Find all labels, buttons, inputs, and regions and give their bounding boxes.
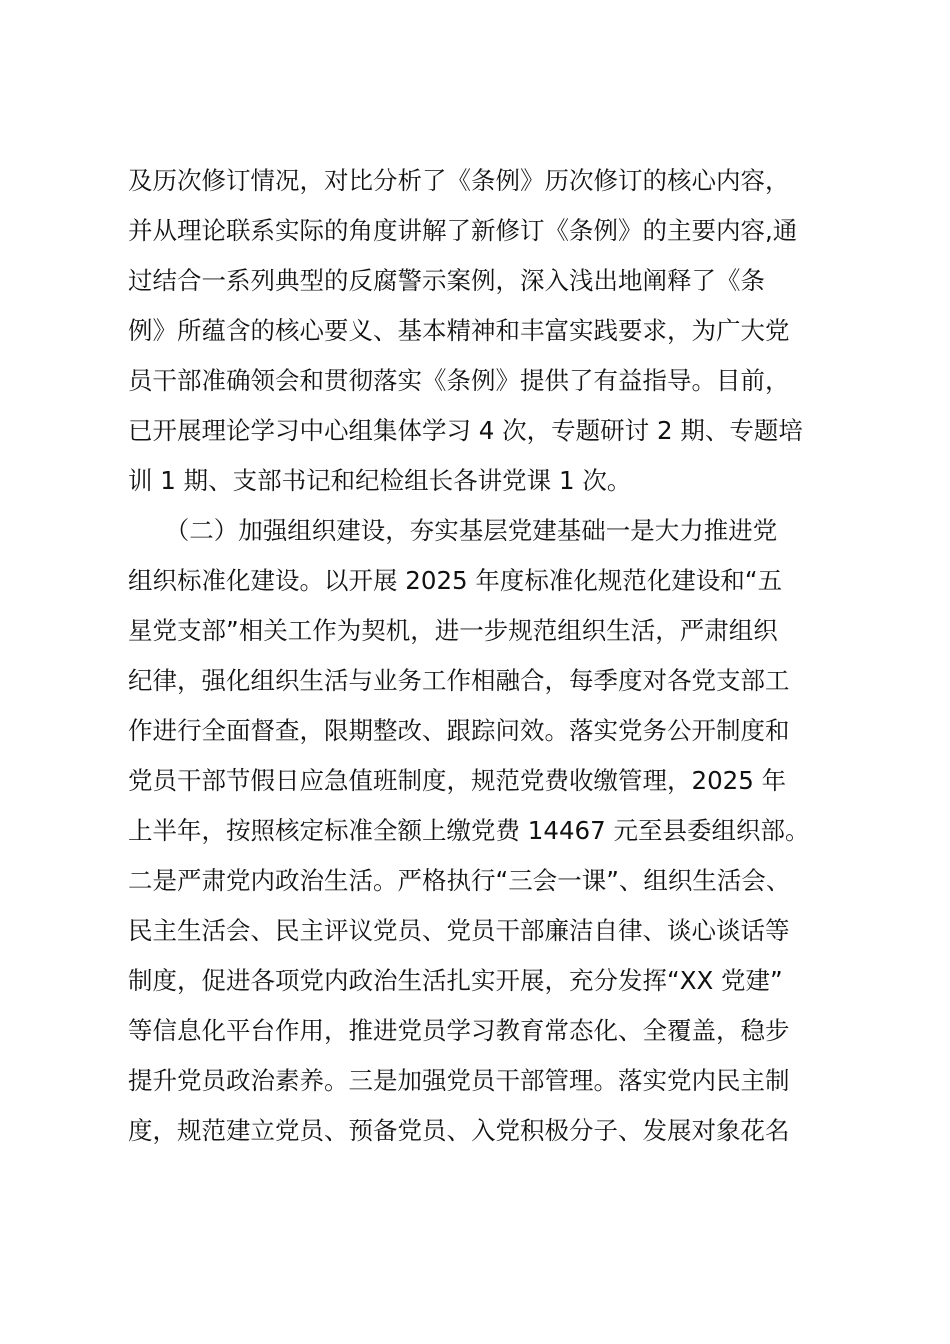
text-line: 过结合一系列典型的反腐警示案例，深入浅出地阐释了《条 [128,266,765,295]
text-line: 星党支部”相关工作为契机，进一步规范组织生活，严肃组织 [128,616,778,645]
text-line: 并从理论联系实际的角度讲解了新修订《条例》的主要内容,通 [128,216,798,245]
text-line: 员干部准确领会和贯彻落实《条例》提供了有益指导。目前， [128,366,790,395]
section-heading-line: （二）加强组织建设，夯实基层党建基础一是大力推进党 [128,516,778,545]
text-line: 上半年，按照核定标准全额上缴党费 14467 元至县委组织部。 [128,816,810,845]
text-line: 等信息化平台作用，推进党员学习教育常态化、全覆盖，稳步 [128,1016,790,1045]
text-line: 提升党员政治素养。三是加强党员干部管理。落实党内民主制 [128,1066,790,1095]
text-line: 制度，促进各项党内政治生活扎实开展，充分发挥“XX 党建” [128,966,783,995]
body-text [128,156,848,1156]
text-line: 党员干部节假日应急值班制度，规范党费收缴管理，2025 年 [128,766,787,795]
text-line: 训 1 期、支部书记和纪检组长各讲党课 1 次。 [128,466,632,495]
text-line: 组织标准化建设。以开展 2025 年度标准化规范化建设和“五 [128,566,783,595]
text-line: 例》所蕴含的核心要义、基本精神和丰富实践要求，为广大党 [128,316,790,345]
text-line: 作进行全面督查，限期整改、跟踪问效。落实党务公开制度和 [128,716,790,745]
text-line: 二是严肃党内政治生活。严格执行“三会一课”、组织生活会、 [128,866,791,895]
text-line: 度，规范建立党员、预备党员、入党积极分子、发展对象花名 [128,1116,790,1145]
text-line: 纪律，强化组织生活与业务工作相融合，每季度对各党支部工 [128,666,790,695]
text-line: 及历次修订情况，对比分析了《条例》历次修订的核心内容， [128,166,790,195]
text-line: 民主生活会、民主评议党员、党员干部廉洁自律、谈心谈话等 [128,916,790,945]
text-line: 已开展理论学习中心组集体学习 4 次，专题研讨 2 期、专题培 [128,416,803,445]
